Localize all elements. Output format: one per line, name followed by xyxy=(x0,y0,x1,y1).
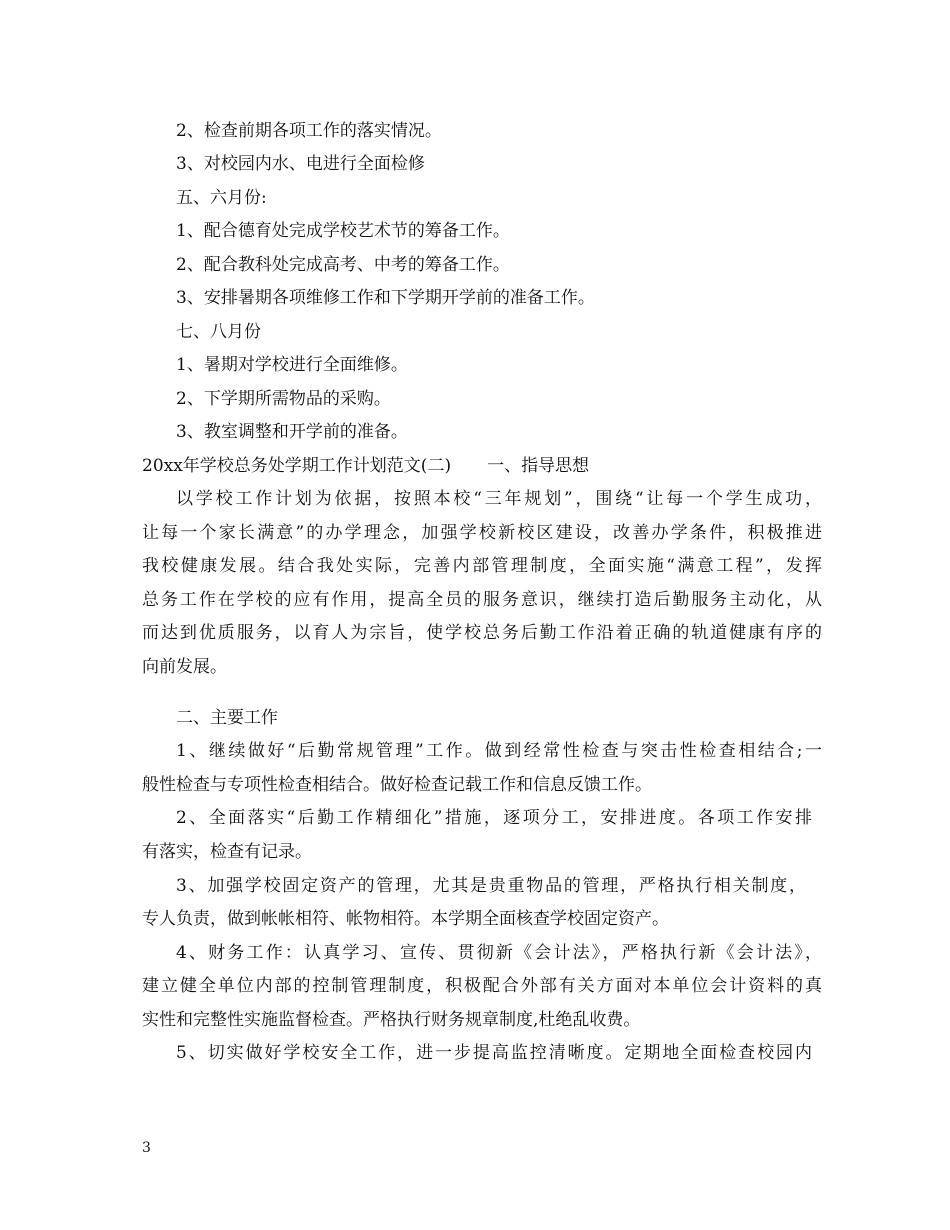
paragraph-line: 5、切实做好学校安全工作，进一步提高监控清晰度。定期地全面检查校园内 xyxy=(176,1043,812,1063)
list-item: 3、教室调整和开学前的准备。 xyxy=(176,422,408,442)
document-title: 20xx年学校总务处学期工作计划范文(二) xyxy=(142,456,452,476)
list-item: 3、对校园内水、电进行全面检修 xyxy=(176,154,425,174)
paragraph-line: 我校健康发展。结合我处实际，完善内部管理制度，全面实施“满意工程”，发挥 xyxy=(142,556,822,576)
paragraph-line: 实性和完整性实施监督检查。严格执行财务规章制度,杜绝乱收费。 xyxy=(142,1010,641,1030)
list-item: 1、配合德育处完成学校艺术节的筹备工作。 xyxy=(176,221,510,241)
paragraph-line: 3、加强学校固定资产的管理，尤其是贵重物品的管理，严格执行相关制度， xyxy=(176,876,806,896)
paragraph-line: 让每一个家长满意”的办学理念，加强学校新校区建设，改善办学条件，积极推进 xyxy=(142,523,822,543)
paragraph-line: 专人负责，做到帐帐相符、帐物相符。本学期全面核查学校固定资产。 xyxy=(142,909,669,929)
paragraph-line: 而达到优质服务，以育人为宗旨，使学校总务后勤工作沿着正确的轨道健康有序的 xyxy=(142,623,822,643)
list-item: 2、配合教科处完成高考、中考的筹备工作。 xyxy=(176,255,510,275)
month-heading: 七、八月份 xyxy=(176,322,261,342)
paragraph-line: 1、继续做好“后勤常规管理”工作。做到经常性检查与突击性检查相结合;一 xyxy=(176,741,822,761)
page-number: 3 xyxy=(142,1140,151,1156)
paragraph-line: 般性检查与专项性检查相结合。做好检查记载工作和信息反馈工作。 xyxy=(142,775,652,795)
paragraph-line: 4、财务工作：认真学习、宣传、贯彻新《会计法》，严格执行新《会计法》， xyxy=(176,943,822,963)
paragraph-line: 2、全面落实“后勤工作精细化”措施，逐项分工，安排进度。各项工作安排 xyxy=(176,808,812,828)
paragraph-line: 建立健全单位内部的控制管理制度，积极配合外部有关方面对本单位会计资料的真 xyxy=(142,976,822,996)
list-item: 3、安排暑期各项维修工作和下学期开学前的准备工作。 xyxy=(176,288,595,308)
paragraph-line: 有落实，检查有记录。 xyxy=(142,842,312,862)
list-item: 2、下学期所需物品的采购。 xyxy=(176,389,391,409)
month-heading: 五、六月份: xyxy=(176,188,267,208)
paragraph-line: 总务工作在学校的应有作用，提高全员的服务意识，继续打造后勤服务主动化，从 xyxy=(142,590,822,610)
section-heading: 二、主要工作 xyxy=(176,708,278,728)
list-item: 2、检查前期各项工作的落实情况。 xyxy=(176,121,442,141)
list-item: 1、暑期对学校进行全面维修。 xyxy=(176,355,408,375)
section-heading: 一、指导思想 xyxy=(487,456,590,476)
paragraph-line: 向前发展。 xyxy=(142,657,227,677)
paragraph-line: 以学校工作计划为依据，按照本校“三年规划”，围绕“让每一个学生成功， xyxy=(176,489,822,509)
section-title-line xyxy=(142,456,822,476)
